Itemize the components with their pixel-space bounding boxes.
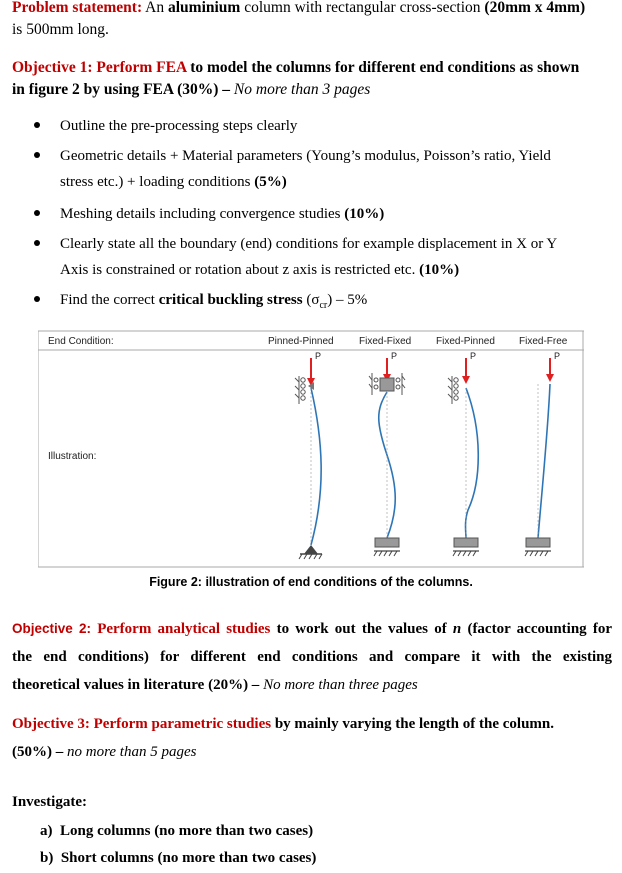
investigate-item-b: b) Short columns (no more than two cases) xyxy=(40,850,317,866)
fixed-free-illustration xyxy=(525,358,554,556)
bullet-icon xyxy=(34,122,40,128)
column-header-fixed-pinned: Fixed-Pinned xyxy=(436,336,495,347)
objective-1-limit: No more than 3 pages xyxy=(233,81,371,98)
objective-3-action: Perform parametric studies xyxy=(93,716,272,732)
column-header-fixed-free: Fixed-Free xyxy=(519,336,568,347)
load-label: P xyxy=(391,351,398,361)
objective-2: Objective 2: Perform analytical studies to work out the values of n (factor accounting for the end conditions) for different end conditions and compare it with the existing theoretical values in literature (20%) – No more than three pages xyxy=(12,621,613,693)
figure-caption: Figure 2: illustration of end conditions of the columns. xyxy=(149,575,473,589)
problem-label: Problem statement: xyxy=(12,0,143,16)
end-condition-row-label: End Condition: xyxy=(48,336,114,347)
objective-1: Objective 1: Perform FEA to model the columns for different end conditions as shown in figure 2 by using FEA (30%) – No more than 3 pages xyxy=(12,59,580,98)
fixed-support-icon xyxy=(453,538,479,556)
bullet-icon xyxy=(34,152,40,158)
objective-1-bullet-list xyxy=(34,113,604,317)
bullet-icon xyxy=(34,210,40,216)
column-header-fixed-fixed: Fixed-Fixed xyxy=(359,336,412,347)
material: aluminium xyxy=(167,0,241,16)
objective-1-label: Objective 1: xyxy=(12,59,93,76)
roller-support-icon xyxy=(448,376,458,404)
problem-statement: Problem statement: An aluminium column with rectangular cross-section (20mm x 4mm) is 500mm long. xyxy=(12,0,586,38)
buckled-column xyxy=(311,388,321,545)
list-item: Outline the pre-processing steps clearly xyxy=(34,113,604,143)
objective-2-limit: No more than three pages xyxy=(263,677,418,693)
list-item: Clearly state all the boundary (end) conditions for example displacement in X or Y Axis is constrained or rotation about z axis is restricted etc. (10%) xyxy=(34,231,604,287)
load-label: P xyxy=(470,351,477,361)
pin-support-icon xyxy=(299,545,322,559)
objective-3-limit: no more than 5 pages xyxy=(67,744,197,760)
figure-2-table xyxy=(38,330,584,568)
bullet-icon xyxy=(34,240,40,246)
list-item: Meshing details including convergence studies (10%) xyxy=(34,201,604,231)
pinned-pinned-illustration xyxy=(295,358,322,559)
objective-1-action: Perform FEA xyxy=(96,59,187,76)
load-label: P xyxy=(554,351,561,361)
objective-3-label: Objective 3: xyxy=(12,716,90,732)
section-size: (20mm x 4mm) xyxy=(484,0,586,16)
illustration-row-label: Illustration: xyxy=(48,451,97,462)
bullet-icon xyxy=(34,296,40,302)
figure-2-end-conditions xyxy=(38,330,584,568)
objective-3: Objective 3: Perform parametric studies by mainly varying the length of the column. (50%) – no more than 5 pages xyxy=(12,716,555,760)
column-header-pinned-pinned: Pinned-Pinned xyxy=(268,336,334,347)
investigate-item-a: a) Long columns (no more than two cases) xyxy=(40,823,314,839)
fixed-pinned-illustration xyxy=(448,358,479,556)
fixed-fixed-illustration xyxy=(369,358,405,556)
buckled-column xyxy=(466,388,479,538)
objective-2-label: Objective 2: xyxy=(12,621,91,636)
list-item: Find the correct critical buckling stress $(\sigma_{cr}) - 5\%$ xyxy=(34,287,604,317)
list-item: Geometric details + Material parameters (Young’s modulus, Poisson’s ratio, Yield stress etc.) + loading conditions (5%) xyxy=(34,143,604,201)
objective-2-action: Perform analytical studies xyxy=(97,621,271,637)
problem-line2: is 500mm long. xyxy=(12,21,109,38)
investigate-heading: Investigate: xyxy=(12,794,87,810)
buckled-column xyxy=(538,384,550,538)
fixed-support-icon xyxy=(525,538,551,556)
load-label: P xyxy=(315,351,322,361)
fixed-support-icon xyxy=(374,538,400,556)
